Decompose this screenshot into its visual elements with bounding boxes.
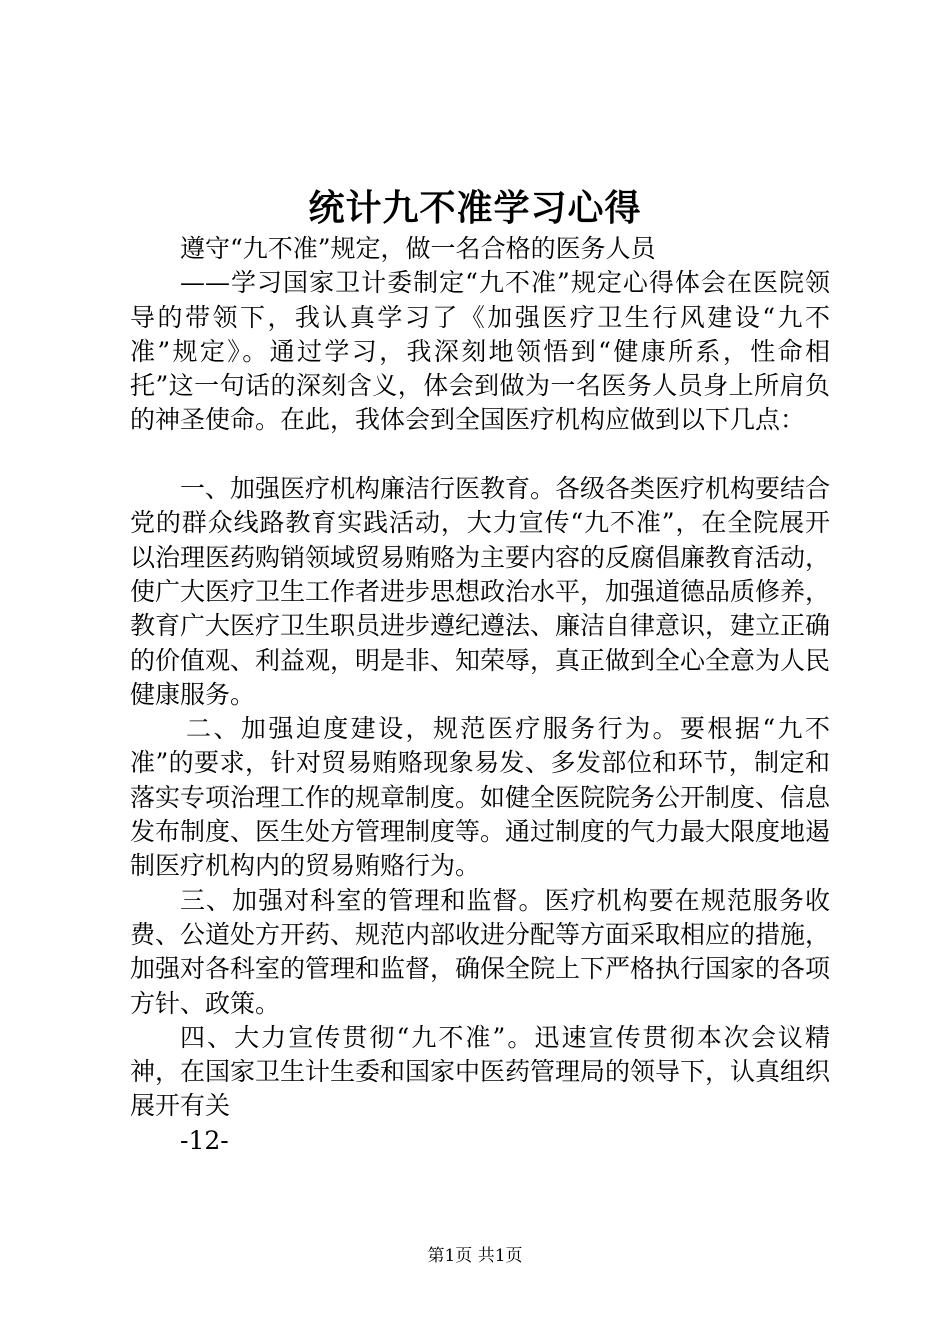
- paragraph-4: 四、大力宣传贯彻“九不准”。迅速宣传贯彻本次会议精神，在国家卫生计生委和国家中医药管理局的领导下，认真组织展开有关: [130, 1022, 831, 1121]
- paragraph-3: 三、加强对科室的管理和监督。医疗机构要在规范服务收费、公道处方开药、规范内部收进分配等方面采取相应的措施，加强对各科室的管理和监督，确保全院上下严格执行国家的各项方针、政策。: [130, 885, 831, 1018]
- document-body: [130, 232, 830, 1158]
- page-number: -12-: [180, 1125, 229, 1155]
- intro-paragraph: ——学习国家卫计委制定“九不准”规定心得体会在医院领导的带领下，我认真学习了《加强医疗卫生行风建设“九不准”规定》。通过学习，我深刻地领悟到“健康所系，性命相托”这一句话的深刻含义，体会到做为一名医务人员身上所肩负的神圣使命。在此，我体会到全国医疗机构应做到以下几点：: [130, 268, 830, 435]
- paragraph-2: 二、加强迫度建设，规范医疗服务行为。要根据“九不准”的要求，针对贸易贿赂现象易发、多发部位和环节，制定和落实专项治理工作的规章制度。如健全医院院务公开制度、信息发布制度、医生处方管理制度等。通过制度的气力最大限度地遏制医疗机构内的贸易贿赂行为。: [130, 714, 831, 881]
- page-footer: 第1页 共1页: [427, 1246, 523, 1266]
- blank-line: [130, 438, 830, 472]
- paragraph-1: 一、加强医疗机构廉洁行医教育。各级各类医疗机构要结合党的群众线路教育实践活动，大力宣传“九不准”，在全院展开以治理医药购销领域贸易贿赂为主要内容的反腐倡廉教育活动，使广大医疗卫生工作者进步思想政治水平，加强道德品质修养，教育广大医疗卫生职员进步遵纪遵法、廉洁自律意识，建立正确的价值观、利益观，明是非、知荣辱，真正做到全心全意为人民健康服务。: [130, 474, 831, 709]
- subtitle: 遵守“九不准”规定，做一名合格的医务人员: [180, 234, 656, 263]
- page-title: 统计九不准学习心得: [308, 187, 642, 229]
